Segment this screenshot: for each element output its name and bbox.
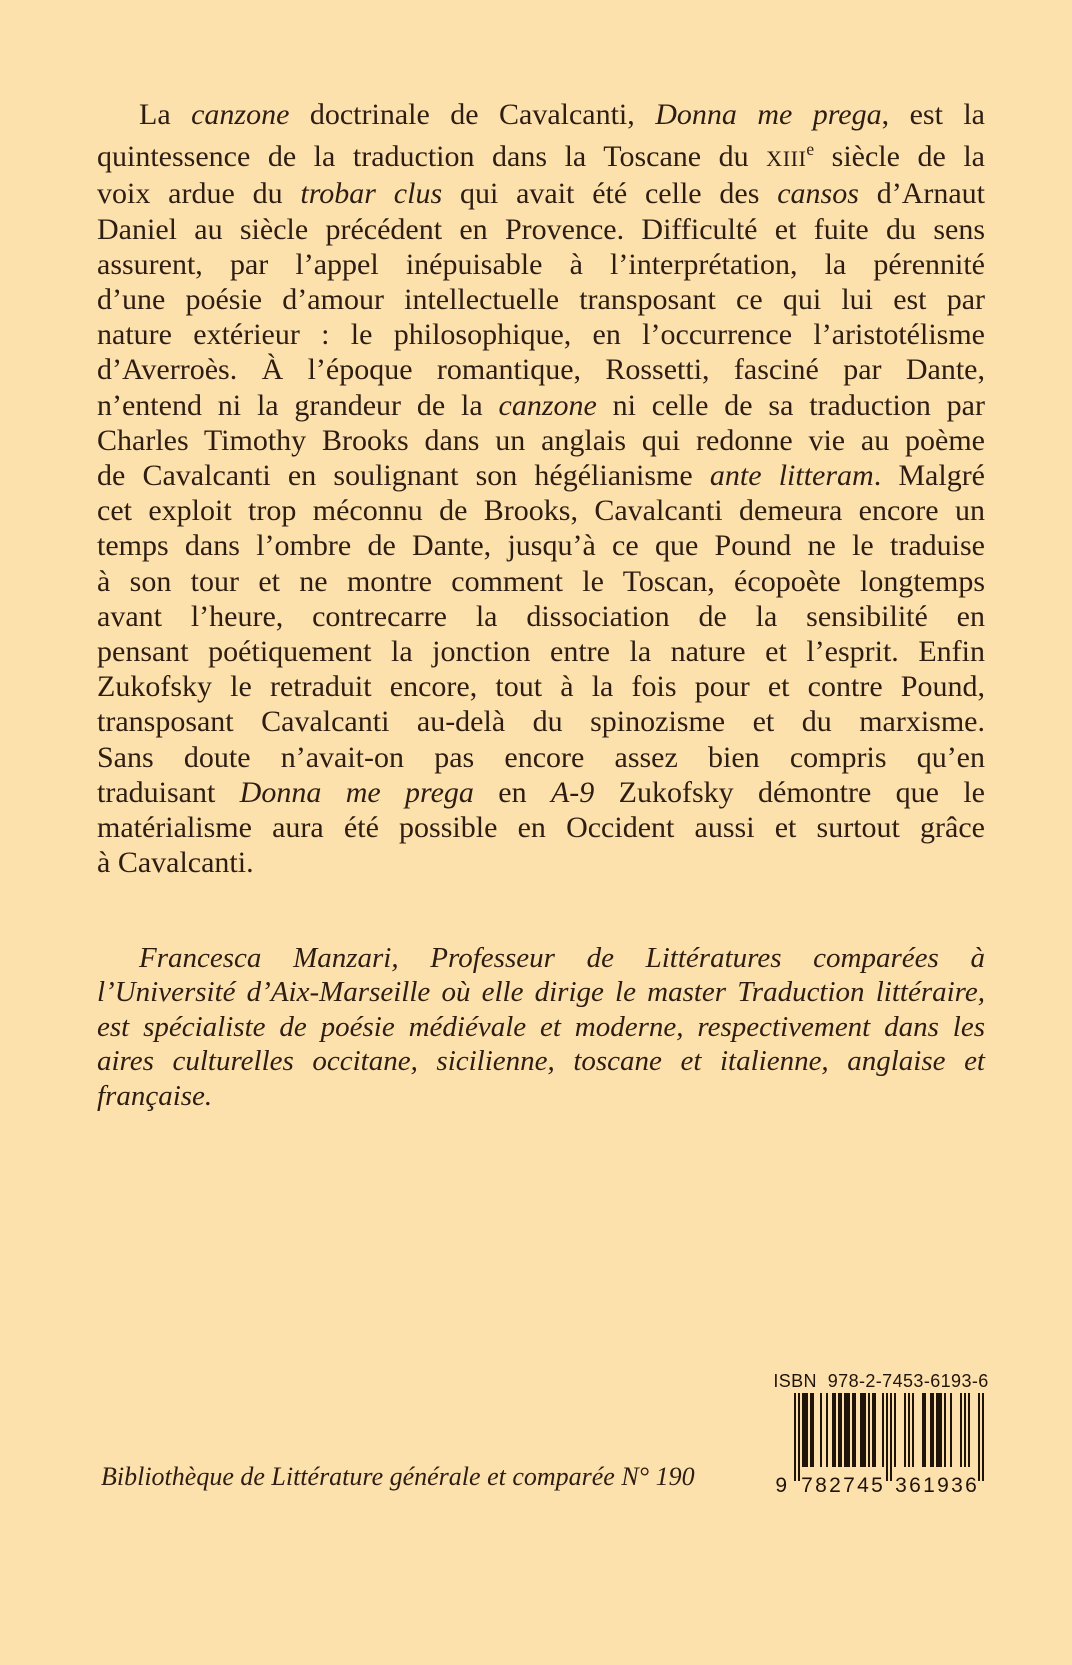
svg-text:3: 3 — [951, 1474, 963, 1495]
text-line: d’une poésie d’amour intellectuelle transposant ce qui lui est par — [97, 283, 985, 317]
text-line: Sans doute n’avait-on pas encore assez bien compris qu’en — [97, 740, 985, 774]
text-line: à son tour et ne montre comment le Toscan, écopoète longtemps — [97, 564, 985, 598]
author-bio-paragraph — [97, 941, 985, 1113]
svg-text:1: 1 — [923, 1474, 935, 1495]
text-line: Daniel au siècle précédent en Provence. Difficulté et fuite du sens — [97, 212, 985, 246]
text-line: assurent, par l’appel inépuisable à l’interprétation, la pérennité — [97, 247, 985, 281]
svg-text:6: 6 — [965, 1474, 977, 1495]
text-line: temps dans l’ombre de Dante, jusqu’à ce que Pound ne le traduise — [97, 529, 985, 563]
svg-text:8: 8 — [815, 1474, 827, 1495]
text-line: française. — [97, 1079, 213, 1112]
text-line: aires culturelles occitane, sicilienne, toscane et italienne, anglaise et — [97, 1045, 985, 1078]
isbn-number: ISBN 978-2-7453-6193-6 — [773, 1371, 989, 1391]
isbn-block — [770, 1371, 992, 1495]
text-line: à Cavalcanti. — [97, 846, 254, 880]
text-line: Charles Timothy Brooks dans un anglais qui redonne vie au poème — [97, 423, 985, 457]
text-line: nature extérieur : le philosophique, en l’occurrence l’aristotélisme — [97, 318, 985, 352]
text-line: n’entend ni la grandeur de la canzone ni celle de sa traduction par — [97, 388, 985, 422]
series-title: Bibliothèque de Littérature générale et comparée N° 190 — [101, 1462, 695, 1491]
text-line: transposant Cavalcanti au-delà du spinozisme et du marxisme. — [97, 705, 985, 739]
text-line: La canzone doctrinale de Cavalcanti, Donna me prega, est la — [139, 98, 986, 131]
text-line: quintessence de la traduction dans la Toscane du XIIIe siècle de la — [97, 139, 985, 174]
svg-text:2: 2 — [829, 1474, 841, 1495]
text-line: matérialisme aura été possible en Occident aussi et surtout grâce — [97, 811, 985, 845]
text-line: cet exploit trop méconnu de Brooks, Cavalcanti demeura encore un — [97, 494, 985, 528]
text-line: Francesca Manzari, Professeur de Littératures comparées à — [139, 942, 985, 974]
svg-text:9: 9 — [775, 1474, 787, 1495]
text-line: traduisant Donna me prega en A-9 Zukofsky démontre que le — [97, 775, 985, 809]
svg-text:7: 7 — [801, 1474, 813, 1495]
text-line: pensant poétiquement la jonction entre la nature et l’esprit. Enfin — [97, 635, 985, 669]
svg-text:7: 7 — [843, 1474, 855, 1495]
svg-text:3: 3 — [895, 1474, 907, 1495]
text-line: de Cavalcanti en soulignant son hégélianisme ante litteram. Malgré — [97, 459, 986, 493]
text-line: Zukofsky le retraduit encore, tout à la fois pour et contre Pound, — [97, 670, 985, 704]
svg-text:5: 5 — [871, 1474, 883, 1495]
text-line: d’Averroès. À l’époque romantique, Rossetti, fasciné par Dante, — [97, 353, 985, 387]
svg-text:9: 9 — [937, 1474, 949, 1495]
ean13-barcode — [770, 1393, 992, 1495]
text-line: voix ardue du trobar clus qui avait été celle des cansos d’Arnaut — [97, 177, 985, 211]
text-line: l’Université d’Aix-Marseille où elle dirige le master Traduction littéraire, — [97, 976, 985, 1009]
synopsis-paragraph — [97, 97, 985, 880]
text-line: est spécialiste de poésie médiévale et moderne, respectivement dans les — [97, 1010, 985, 1043]
svg-text:4: 4 — [857, 1474, 869, 1495]
text-line: avant l’heure, contrecarre la dissociation de la sensibilité en — [97, 599, 985, 633]
svg-text:6: 6 — [909, 1474, 921, 1495]
